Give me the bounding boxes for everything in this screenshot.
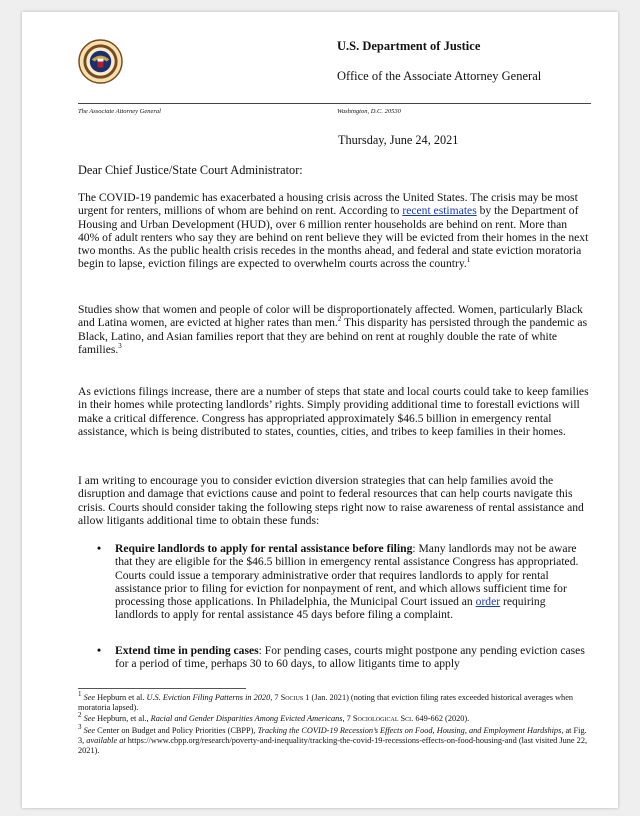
salutation: Dear Chief Justice/State Court Administrator:	[78, 163, 303, 177]
footnote-2	[78, 711, 591, 724]
agency-name: U.S. Department of Justice	[337, 39, 481, 53]
footnotes	[78, 690, 591, 757]
footnote-text: 1 (Jan. 2021) (noting that eviction filing rates exceeded historical averages when moratoria lapsed).	[78, 693, 574, 713]
footnote-number: 1	[78, 690, 82, 699]
bullet-text-a: : For pending cases, courts might postpone any pending eviction cases for a period of time, perhaps 30 to 60 days, to allow litigants time to apply	[115, 644, 585, 671]
letter-page	[22, 12, 618, 808]
bullet-marker: •	[97, 644, 102, 657]
footnote-number: 3	[78, 722, 82, 731]
footnote-text: , at Fig. 3,	[78, 725, 587, 745]
footnote-signal: See	[83, 725, 96, 735]
footnote-text: Hepburn, et al.,	[95, 714, 151, 724]
sender-label: The Associate Attorney General	[78, 108, 161, 115]
footnote-signal: See	[83, 693, 96, 702]
order-link[interactable]: order	[475, 595, 501, 609]
bullet-text-b: requiring landlords to apply for rental assistance 45 days before filing a complaint.	[115, 595, 546, 622]
paragraph-3: As evictions filings increase, there are a number of steps that state and local courts could take to keep families in their homes while protecting landlords’ rights. Simply providing additional time to forestall evictions will make a critical difference. Congress has appropriated approximately $46.5 billion in emergency rental assistance, which is being distributed to states, counties, cities, and tribes to keep families in their homes.	[78, 385, 589, 438]
footnote-ref-2: 2	[337, 315, 342, 324]
footnote-journal: Socius	[280, 693, 304, 702]
footnote-ref-3: 3	[118, 342, 122, 351]
paragraph-4: I am writing to encourage you to consider eviction diversion strategies that can help families avoid the disruption and damage that evictions cause and point to federal resources that can help courts navigate this crisis. Courts should consider taking the following steps right now to raise awareness of rental assistance and allow litigants additional time to obtain these funds:	[78, 474, 584, 527]
list-item	[78, 644, 591, 671]
recent-estimates-link[interactable]: recent estimates	[402, 204, 477, 218]
footnote-text: Hepburn et al.	[95, 693, 147, 702]
paragraph-2	[78, 303, 591, 356]
bullet-list-item-2	[78, 644, 591, 671]
bullet-text-a: : Many landlords may not be aware that they are eligible for the $46.5 billion in emergency rental assistance Congress has appropriated. Courts could issue a temporary administrative order that requires landlords to apply for rental assistance prior to filing for eviction for nonpayment of rent, and which allows sufficient time for processing those applications. In Philadelphia, the Municipal Court issued an	[115, 542, 579, 609]
paragraph-2-text-b: This disparity has persisted through the pandemic as Black, Latino, and Asian families report that they are behind on rent at roughly double the rate of white families.	[78, 316, 588, 356]
doj-seal-logo	[78, 39, 123, 84]
footnote-1	[78, 690, 591, 713]
footnote-text: , 7	[342, 714, 353, 724]
paragraph-1	[78, 191, 591, 271]
footnote-ref-1: 1	[466, 256, 471, 265]
footnote-title: U.S. Eviction Filing Patterns in 2020	[146, 693, 271, 702]
paragraph-2-text-a: Studies show that women and people of color will be disproportionately affected. Women, particularly Black and Latina women, are evicted at higher rates than men.	[78, 303, 583, 330]
location-label: Washington, D.C. 20530	[337, 108, 401, 115]
office-name: Office of the Associate Attorney General	[337, 69, 542, 83]
footnote-title: Racial and Gender Disparities Among Evicted Americans	[150, 714, 343, 724]
footnote-available-at: available at	[86, 735, 126, 745]
list-item	[78, 542, 591, 622]
footnote-text: https://www.cbpp.org/research/poverty-and-inequality/tracking-the-covid-19-recessions-effects-on-food-housing-and (last visited June 22, 2021).	[78, 735, 588, 756]
footnote-journal: Sociological Sci.	[352, 714, 414, 724]
letterhead-divider	[78, 103, 591, 104]
paragraph-1-text-a: The COVID-19 pandemic has exacerbated a housing crisis across the United States. The crisis may be most urgent for renters, millions of whom are behind on rent. According to	[78, 191, 578, 218]
footnote-3	[78, 722, 591, 757]
bullet-heading: Extend time in pending cases	[115, 644, 259, 657]
bullet-marker: •	[97, 542, 102, 555]
footnote-divider	[78, 688, 246, 689]
footnote-text: , 7	[270, 693, 281, 702]
bullet-list-item-1	[78, 542, 591, 622]
footnote-text: Center on Budget and Policy Priorities (CBPP),	[95, 725, 258, 735]
footnote-signal: See	[83, 714, 96, 724]
footnote-text: 649-662 (2020).	[413, 714, 470, 724]
footnote-number: 2	[78, 711, 82, 720]
paragraph-1-text-b: by the Department of Housing and Urban Development (HUD), over 6 million renter households are behind on rent. More than 40% of adult renters who say they are behind on rent believe they will be evicted from their homes in the next two months. As the public health crisis recedes in the months ahead, and federal and state eviction moratoria begin to lapse, eviction filings are expected to overwhelm courts across the country.	[78, 204, 589, 271]
letter-date: Thursday, June 24, 2021	[338, 133, 459, 147]
bullet-heading: Require landlords to apply for rental assistance before filing	[115, 542, 413, 555]
footnote-title: Tracking the COVID-19 Recession’s Effects on Food, Housing, and Employment Hardships	[257, 725, 562, 735]
